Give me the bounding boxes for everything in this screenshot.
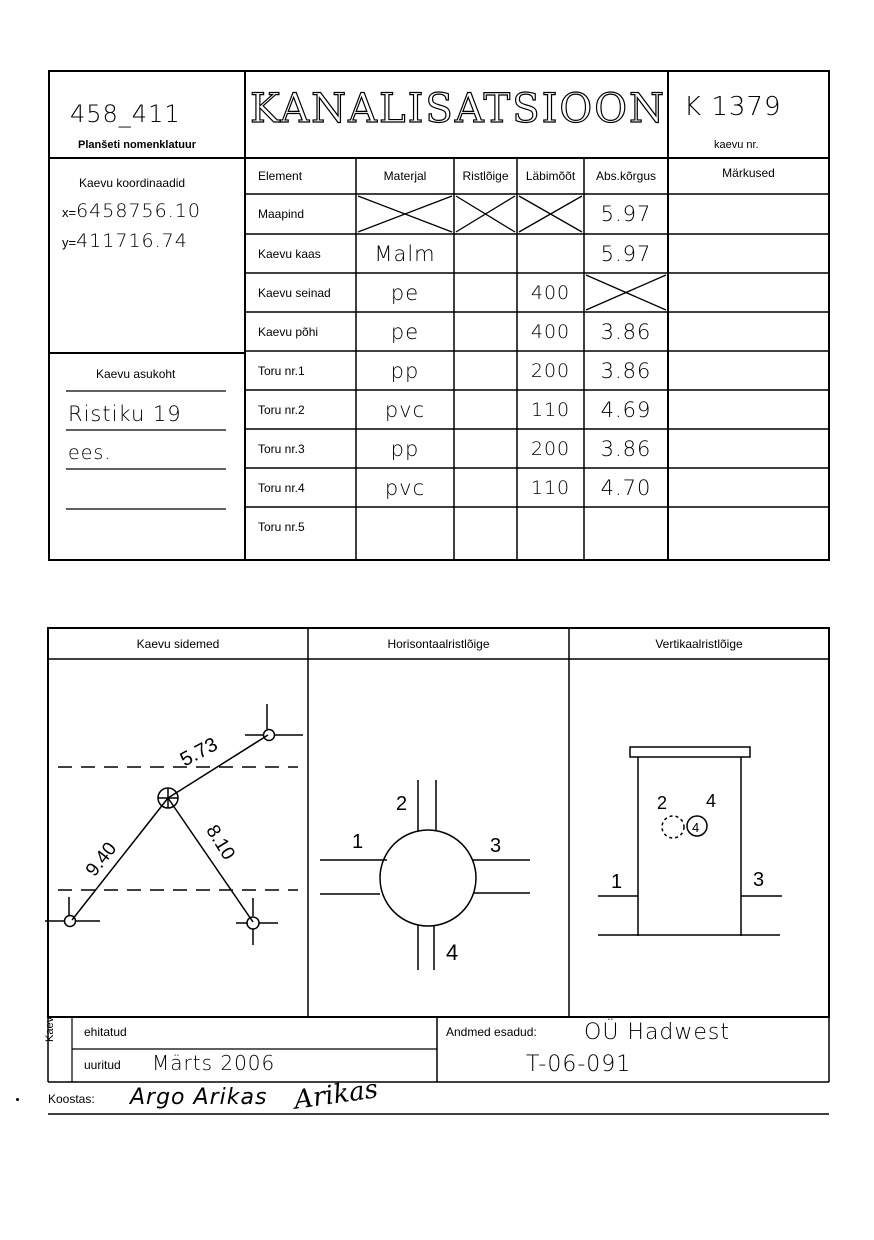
measured-value: Märts 2006 — [152, 1051, 276, 1075]
source-code: T-06-091 — [526, 1052, 632, 1077]
col-header-material: Materjal — [383, 169, 427, 183]
cell-notes — [668, 353, 829, 389]
cell-diameter: 400 — [530, 321, 571, 343]
cell-section — [454, 196, 517, 232]
panel-title-horizontal: Horisontaalristlõige — [387, 637, 490, 651]
source-label: Andmed esadud: — [446, 1025, 537, 1039]
cell-section — [454, 392, 517, 428]
cell-section — [454, 275, 517, 311]
cell-element: Toru nr.3 — [258, 442, 305, 456]
diagram-frame — [48, 628, 829, 1017]
cell-element: Kaevu kaas — [258, 247, 321, 261]
cell-diameter — [517, 236, 584, 272]
cell-elevation: 3.86 — [600, 359, 652, 383]
cell-diameter: 110 — [530, 477, 571, 499]
location-line1: Ristiku 19 — [68, 402, 182, 426]
source-company: OÜ Hadwest — [584, 1020, 731, 1045]
well-number: K 1379 — [684, 92, 782, 122]
hsec-pipe-4: 4 — [446, 940, 459, 965]
signature: Arikas — [292, 1074, 380, 1116]
cell-elevation: 5.97 — [600, 202, 652, 226]
measured-label: uuritud — [84, 1058, 121, 1072]
panel-title-vertical: Vertikaalristlõige — [655, 637, 743, 651]
cell-diameter: 110 — [530, 399, 571, 421]
cell-elevation: 4.69 — [600, 398, 652, 422]
cell-material — [356, 196, 454, 232]
coordinates-label: Kaevu koordinaadid — [79, 176, 186, 190]
vsec-pipe-1: 1 — [611, 871, 623, 893]
vsec-pipe-4: 4 — [706, 791, 717, 811]
y-prefix: y= — [62, 235, 77, 250]
hsec-pipe-1: 1 — [352, 831, 364, 853]
cell-element: Kaevu põhi — [258, 325, 319, 339]
cell-diameter: 400 — [530, 282, 571, 304]
col-header-elevation: Abs.kõrgus — [595, 169, 657, 183]
cell-section — [454, 470, 517, 506]
built-label: ehitatud — [84, 1025, 127, 1039]
vsec-pipe-3: 3 — [753, 869, 765, 891]
vsec-pipe-4-inner: 4 — [692, 820, 700, 835]
horizontal-section-sketch — [320, 780, 530, 970]
cell-material: Malm — [374, 242, 436, 266]
y-value: 411716.74 — [76, 230, 188, 252]
hsec-pipe-3: 3 — [490, 835, 502, 857]
well-vertical-label: Kaev — [44, 1016, 56, 1042]
cell-notes — [668, 236, 829, 272]
page-title: KANALISATSIOON — [250, 86, 666, 132]
cell-notes — [668, 470, 829, 506]
cell-material: pp — [390, 437, 420, 461]
cell-element: Toru nr.2 — [258, 403, 305, 417]
cell-notes — [668, 392, 829, 428]
tie-sketch — [45, 704, 303, 945]
scan-speck — [16, 1098, 19, 1101]
cell-section — [454, 353, 517, 389]
well-number-label: kaevu nr. — [714, 139, 759, 151]
vsec-pipe-2: 2 — [657, 793, 668, 813]
cell-element: Toru nr.1 — [258, 364, 305, 378]
cell-material: pe — [390, 320, 420, 344]
cell-elevation: 3.86 — [600, 320, 652, 344]
cell-elevation — [584, 509, 668, 545]
cell-diameter — [517, 196, 584, 232]
cell-element: Toru nr.5 — [258, 520, 305, 534]
tie-label-b: 9.40 — [81, 838, 122, 881]
hsec-pipe-2: 2 — [396, 793, 408, 815]
cell-material: pp — [390, 359, 420, 383]
footer-frame — [0, 1010, 874, 1130]
cell-element: Maapind — [258, 207, 305, 221]
cell-elevation — [584, 275, 668, 311]
cell-section — [454, 431, 517, 467]
cell-elevation: 5.97 — [600, 242, 652, 266]
cell-section — [454, 236, 517, 272]
col-header-element: Element — [258, 169, 303, 183]
location-line2: ees. — [68, 442, 112, 464]
x-prefix: x= — [62, 205, 77, 220]
col-header-section: Ristlõige — [462, 169, 509, 183]
cell-diameter: 200 — [530, 360, 571, 382]
sheet-label: Planšeti nomenklatuur — [78, 139, 196, 151]
y-coordinate — [62, 230, 188, 252]
cell-material: pvc — [384, 476, 426, 500]
cell-material: pe — [390, 281, 420, 305]
vertical-section-sketch — [598, 747, 782, 936]
col-header-diameter: Läbimõõt — [525, 169, 576, 183]
cell-elevation: 3.86 — [600, 437, 652, 461]
panel-title-ties: Kaevu sidemed — [136, 637, 220, 651]
tie-label-a: 5.73 — [176, 733, 222, 772]
cell-material — [356, 509, 454, 545]
cell-diameter — [517, 509, 584, 545]
cell-notes — [668, 275, 829, 311]
cell-notes — [668, 509, 829, 545]
sheet-number: 458_411 — [70, 100, 181, 128]
cell-section — [454, 509, 517, 545]
x-value: 6458756.10 — [76, 200, 201, 222]
cell-diameter: 200 — [530, 438, 571, 460]
author-label: Koostas: — [48, 1092, 95, 1106]
author-name: Argo Arikas — [130, 1085, 268, 1110]
cell-section — [454, 314, 517, 350]
cell-elevation: 4.70 — [600, 476, 652, 500]
cell-element: Toru nr.4 — [258, 481, 305, 495]
cell-element: Kaevu seinad — [258, 286, 331, 300]
tie-label-c: 8.10 — [201, 821, 239, 864]
cell-material: pvc — [384, 398, 426, 422]
location-label: Kaevu asukoht — [96, 367, 176, 381]
cell-notes — [668, 431, 829, 467]
cell-notes — [668, 196, 829, 232]
cell-notes — [668, 314, 829, 350]
x-coordinate — [62, 200, 201, 222]
col-header-notes: Märkused — [722, 166, 775, 180]
